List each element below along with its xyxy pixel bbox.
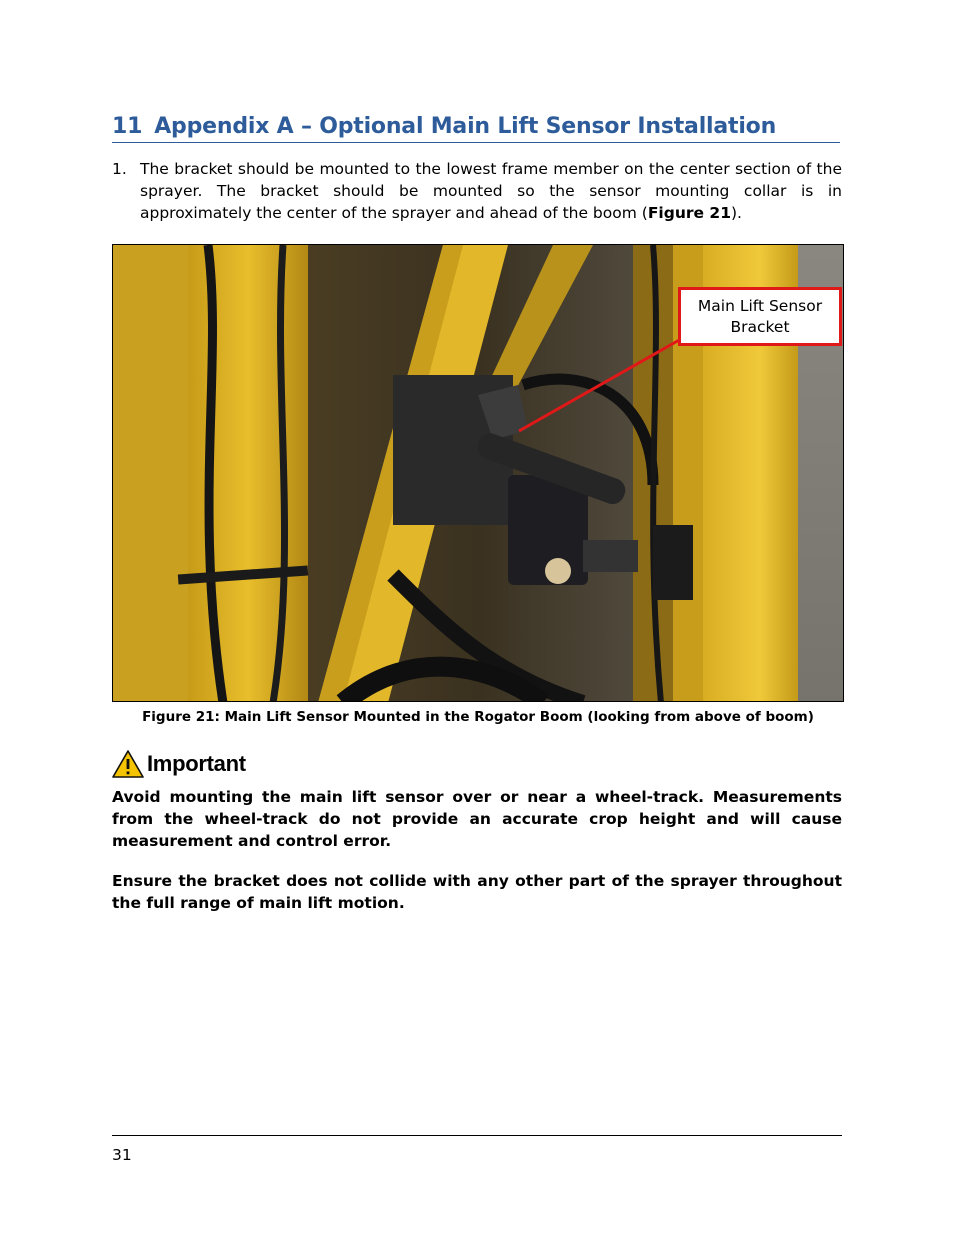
important-paragraph-2: Ensure the bracket does not collide with any other part of the sprayer throughout the full range of main lift motion. (112, 872, 842, 912)
important-label: Important (147, 751, 246, 776)
step-1 (112, 158, 842, 224)
section-number: 11 (112, 114, 143, 139)
step-text: The bracket should be mounted to the lowest frame member on the center section of the sprayer. The bracket should be mounted so the sensor mounting collar is in approximately the center of the sprayer and ahead of the boom (Figure 21). (140, 160, 842, 222)
warning-triangle-icon (112, 749, 144, 779)
important-paragraph-1: Avoid mounting the main lift sensor over or near a wheel-track. Measurements from the wheel-track do not provide an accurate crop height and will cause measurement and control error. (112, 788, 842, 850)
step-index: 1. (112, 160, 127, 178)
section-heading (112, 112, 840, 143)
section-title: Appendix A – Optional Main Lift Sensor Installation (154, 114, 777, 139)
important-notice (112, 748, 246, 780)
figure-reference: Figure 21 (647, 204, 731, 222)
figure-caption: Figure 21: Main Lift Sensor Mounted in the Rogator Boom (looking from above of boom) (142, 709, 814, 725)
callout-box: Main Lift Sensor Bracket (678, 287, 842, 346)
page-number: 31 (112, 1146, 132, 1164)
footer-divider (112, 1135, 842, 1136)
